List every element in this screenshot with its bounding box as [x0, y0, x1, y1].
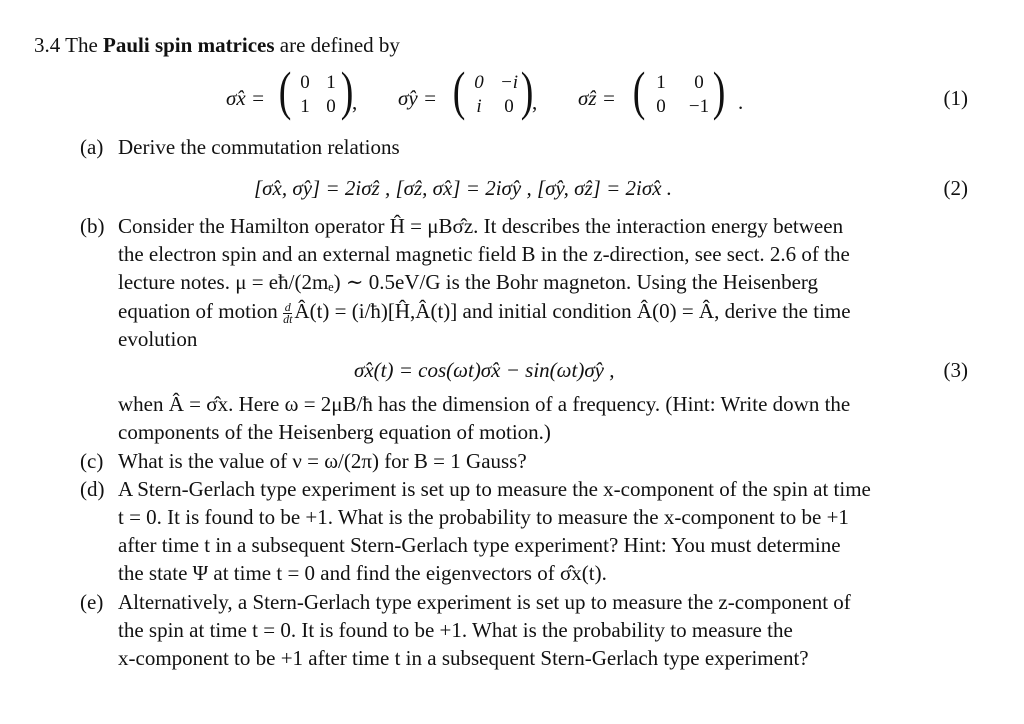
- separator: ,: [532, 90, 538, 114]
- matrix-cell: 0: [474, 72, 484, 93]
- right-paren: ): [520, 61, 534, 121]
- part-b-line-pre: equation of motion: [118, 299, 278, 323]
- part-e-label: (e): [80, 590, 104, 614]
- part-e-line: x-component to be +1 after time t in a subsequent Stern-Gerlach type experiment?: [118, 646, 809, 670]
- sigma-y-label: σ̂y =: [398, 86, 438, 110]
- part-b-label: (b): [80, 214, 105, 238]
- equation-number: (2): [943, 176, 968, 200]
- sigma-z-label: σ̂z =: [578, 86, 616, 110]
- intro-bold: Pauli spin matrices: [103, 33, 275, 57]
- intro-post: are defined by: [279, 33, 400, 57]
- right-paren: ): [340, 61, 354, 121]
- sigma-x-label: σ̂x =: [226, 86, 266, 110]
- matrix-cell: 0: [326, 96, 336, 117]
- part-b-line-post: Â(t) = (i/ħ)[Ĥ,Â(t)] and initial condition Â(0) = Â, derive the time: [294, 299, 851, 323]
- matrix-cell: −1: [688, 96, 710, 117]
- matrix-cell: 0: [504, 96, 514, 117]
- part-d-line: A Stern-Gerlach type experiment is set up to measure the x-component of the spin at time: [118, 477, 871, 501]
- part-a-label: (a): [80, 135, 104, 159]
- problem-number: 3.4: [34, 33, 61, 57]
- problem-header: [34, 31, 400, 59]
- part-b-line: [118, 297, 851, 325]
- part-e-line: the spin at time t = 0. It is found to be +1. What is the probability to measure the: [118, 618, 793, 642]
- part-a-text: Derive the commutation relations: [118, 135, 400, 159]
- matrix-cell: i: [476, 96, 482, 117]
- part-d-label: (d): [80, 477, 105, 501]
- left-paren: (: [278, 61, 292, 121]
- matrix-cell: 1: [656, 72, 666, 93]
- part-a-equation: [σ̂x, σ̂y] = 2iσ̂z , [σ̂z, σ̂x] = 2iσ̂y , [σ̂y, σ̂z] = 2iσ̂x .: [254, 176, 673, 200]
- matrix-cell: −i: [499, 72, 519, 93]
- left-paren: (: [452, 61, 466, 121]
- equation-number: (3): [943, 358, 968, 382]
- matrix-cell: 0: [656, 96, 666, 117]
- part-b-line: lecture notes. μ = eħ/(2mₑ) ∼ 0.5eV/G is the Bohr magneton. Using the Heisenberg: [118, 270, 819, 294]
- part-b-line: Consider the Hamilton operator Ĥ = μBσ̂z. It describes the interaction energy between: [118, 214, 844, 238]
- part-b-line: components of the Heisenberg equation of motion.): [118, 420, 551, 444]
- matrix-cell: 1: [326, 72, 336, 93]
- equation-end: .: [738, 90, 744, 114]
- derivative-fraction: [283, 299, 293, 326]
- matrix-cell: 0: [694, 72, 704, 93]
- matrix-cell: 0: [300, 72, 310, 93]
- equation-1: [0, 61, 1024, 126]
- part-d-line: the state Ψ at time t = 0 and find the eigenvectors of σ̂x(t).: [118, 561, 607, 585]
- separator: ,: [352, 90, 358, 114]
- left-paren: (: [632, 61, 646, 121]
- part-c-label: (c): [80, 449, 104, 473]
- part-d-line: t = 0. It is found to be +1. What is the probability to measure the x-component to be +1: [118, 505, 849, 529]
- part-e-line: Alternatively, a Stern-Gerlach type experiment is set up to measure the z-component of: [118, 590, 851, 614]
- intro-pre: The: [65, 33, 98, 57]
- right-paren: ): [712, 61, 726, 121]
- part-b-equation: σ̂x(t) = cos(ωt)σ̂x − sin(ωt)σ̂y ,: [354, 358, 615, 382]
- part-c-text: What is the value of ν = ω/(2π) for B = 1 Gauss?: [118, 449, 527, 473]
- part-b-line: when Â = σ̂x. Here ω = 2μB/ħ has the dimension of a frequency. (Hint: Write down the: [118, 392, 851, 416]
- part-b-line: the electron spin and an external magnetic field B in the z-direction, see sect. 2.6 of the: [118, 242, 850, 266]
- fraction-numerator: d: [284, 299, 291, 314]
- matrix-cell: 1: [300, 96, 310, 117]
- equation-number: (1): [943, 86, 968, 110]
- part-b-line: evolution: [118, 327, 198, 351]
- fraction-denominator: dt: [283, 311, 293, 326]
- part-d-line: after time t in a subsequent Stern-Gerlach type experiment? Hint: You must determine: [118, 533, 841, 557]
